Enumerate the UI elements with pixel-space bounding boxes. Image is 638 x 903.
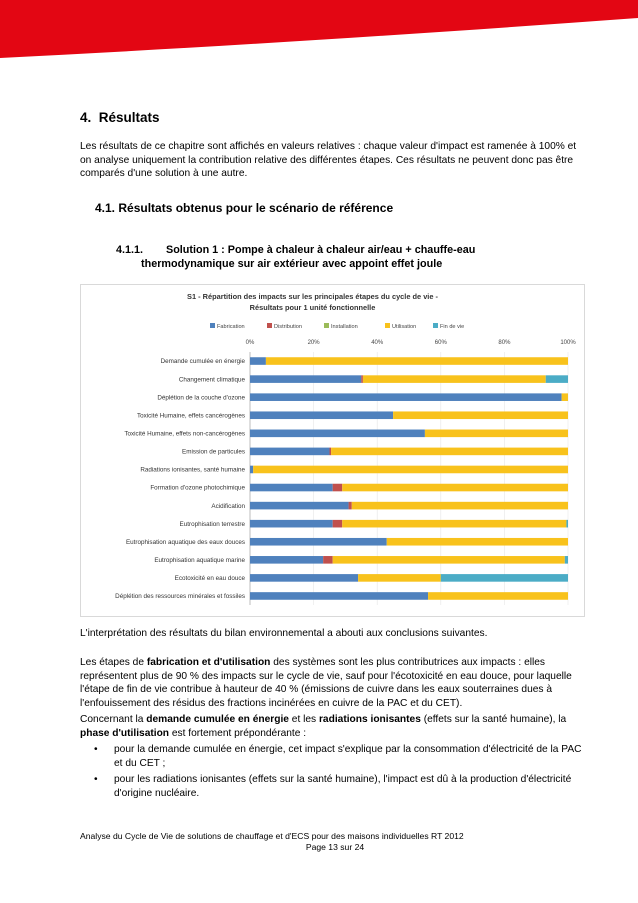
page-number: Page 13 sur 24	[305, 842, 365, 852]
category-label: Radiations ionisantes, santé humaine	[140, 466, 245, 474]
bar-segment	[333, 520, 343, 528]
chart-frame	[80, 284, 585, 617]
intro-paragraph: Les résultats de ce chapitre sont affichés en valeurs relatives : chaque valeur d'impact est ramenée à 100% et on analyse uniquement la contribution relative des différentes étapes. Ces résultats ne peuvent donc pas être comparés d'une solution à une autre.	[80, 141, 577, 179]
subsection-heading	[95, 201, 393, 215]
category-label: Déplétion de la couche d'ozone	[157, 394, 245, 402]
bar-segment	[250, 375, 361, 383]
footer-title: Analyse du Cycle de Vie de solutions de chauffage et d'ECS pour des maisons individuelles RT 2012	[80, 831, 464, 841]
bullet-text: pour les radiations ionisantes (effets sur la santé humaine), l'impact est dû à la production d'électricité d'origine nucléaire.	[114, 774, 572, 799]
concern-text-2: et les	[288, 714, 319, 725]
bar-segment	[363, 375, 546, 383]
bar-segment	[387, 538, 568, 546]
category-label: Demande cumulée en énergie	[160, 358, 245, 366]
bar-segment	[562, 393, 568, 401]
steps-paragraph	[80, 656, 590, 710]
section-number: 4.	[80, 110, 92, 125]
bar-segment	[393, 411, 568, 419]
legend-swatch	[210, 323, 215, 328]
category-label: Acidification	[211, 502, 245, 510]
bullet-icon: •	[94, 744, 98, 755]
legend-swatch	[324, 323, 329, 328]
bullet-list	[80, 743, 590, 803]
legend-swatch	[267, 323, 272, 328]
steps-bold-1: fabrication et d'utilisation	[146, 657, 271, 668]
header-banner	[0, 0, 638, 70]
x-tick-label: 20%	[307, 340, 320, 346]
bar-segment	[266, 357, 568, 365]
bar-segment	[250, 592, 428, 600]
bar-segment	[331, 448, 568, 456]
concern-bold-3: phase d'utilisation	[80, 727, 170, 739]
category-label: Changement climatique	[178, 376, 245, 384]
category-label: Eutrophisation terrestre	[179, 520, 245, 528]
interpretation-paragraph: L'interprétation des résultats du bilan environnemental a abouti aux conclusions suivantes.	[80, 628, 488, 639]
concern-bold-2: radiations ionisantes	[318, 714, 421, 725]
bar-segment	[250, 411, 393, 419]
bar-segment	[250, 393, 562, 401]
bar-segment	[333, 556, 565, 564]
list-item	[80, 773, 590, 800]
legend-swatch	[385, 323, 390, 328]
bar-segment	[342, 484, 568, 492]
bar-segment	[565, 556, 568, 564]
bar-segment	[253, 466, 568, 474]
x-tick-label: 60%	[434, 340, 447, 346]
concern-text-4: est fortement prépondérante :	[169, 727, 307, 739]
category-label: Eutrophisation aquatique marine	[154, 557, 245, 565]
bar-segment	[250, 574, 358, 582]
subsubsection-title-line2: thermodynamique sur air extérieur avec appoint effet joule	[141, 258, 443, 270]
x-tick-label: 80%	[498, 340, 511, 346]
section-heading	[80, 110, 160, 125]
bar-segment	[342, 520, 566, 528]
bar-segment	[250, 538, 387, 546]
bar-segment	[566, 520, 568, 528]
category-label: Emission de particules	[182, 448, 245, 456]
legend-entry: Fin de vie	[440, 324, 465, 330]
bar-segment	[250, 357, 266, 365]
bar-segment	[352, 502, 568, 510]
bullet-icon: •	[94, 774, 98, 785]
stacked-bar-chart	[81, 285, 584, 616]
bar-segment	[323, 556, 333, 564]
category-label: Toxicité Humaine, effets non-cancérogènes	[124, 430, 245, 438]
bar-segment	[425, 430, 568, 438]
bar-segment	[250, 556, 323, 564]
x-tick-label: 100%	[560, 340, 576, 346]
concern-text-1: Concernant la	[80, 714, 147, 725]
page-footer	[80, 831, 590, 853]
bar-segment	[349, 502, 352, 510]
subsection-number: 4.1.	[95, 201, 116, 215]
bar-segment	[250, 448, 330, 456]
chart-title-line1: S1 - Répartition des impacts sur les principales étapes du cycle de vie -	[187, 292, 438, 301]
category-label: Eutrophisation aquatique des eaux douces	[125, 538, 245, 546]
x-tick-label: 40%	[371, 340, 384, 346]
x-tick-label: 0%	[245, 340, 255, 346]
bar-segment	[330, 448, 332, 456]
bar-segment	[250, 484, 333, 492]
bullet-text: pour la demande cumulée en énergie, cet impact s'explique par la consommation d'électricité de la PAC et du CET ;	[114, 744, 582, 769]
bar-segment	[250, 502, 349, 510]
red-swoosh-shape	[0, 0, 638, 58]
category-label: Déplétion des ressources minérales et fossiles	[115, 593, 245, 601]
legend-swatch	[433, 323, 438, 328]
subsection-title: Résultats obtenus pour le scénario de référence	[118, 201, 394, 215]
list-item	[80, 743, 590, 770]
category-label: Ecotoxicité en eau douce	[174, 575, 245, 583]
bar-segment	[250, 520, 333, 528]
subsubsection-title-line1: Solution 1 : Pompe à chaleur à chaleur air/eau + chauffe-eau	[166, 244, 476, 256]
steps-text-1: Les étapes de	[80, 657, 147, 668]
subsubsection-heading	[116, 243, 556, 271]
bar-segment	[333, 484, 343, 492]
legend-entry: Utilisation	[392, 324, 417, 330]
subsubsection-number: 4.1.1.	[116, 244, 144, 256]
legend-entry: Installation	[331, 324, 358, 330]
category-label: Formation d'ozone photochimique	[150, 484, 245, 492]
chart-title-line2: Résultats pour 1 unité fonctionnelle	[249, 303, 376, 312]
bar-segment	[250, 430, 425, 438]
section-title: Résultats	[98, 110, 160, 125]
legend-entry: Distribution	[274, 324, 302, 330]
bar-segment	[358, 574, 441, 582]
legend-entry: Fabrication	[217, 324, 245, 330]
bar-segment	[441, 574, 568, 582]
concern-paragraph	[80, 713, 590, 740]
concern-bold-1: demande cumulée en énergie	[146, 714, 289, 725]
concern-text-3: (effets sur la santé humaine), la	[420, 714, 567, 725]
bar-segment	[250, 466, 253, 474]
steps-text-2: des systèmes sont les plus contributrices aux impacts : elles représentent plus de 90 % des impacts sur le cycle de vie, sauf pour l'écotoxicité en eau douce, pour laquelle l'étape de fin de vie contribue à hauteur de 40 % (émissions de cuivre dans les eaux souterraines dues à l'enfouissement des résidus des fractions incinérées en cuivre de la PAC et du CET).	[80, 657, 572, 709]
category-label: Toxicité Humaine, effets cancérogènes	[136, 412, 245, 420]
bar-segment	[428, 592, 568, 600]
bar-segment	[546, 375, 568, 383]
bar-segment	[361, 375, 363, 383]
